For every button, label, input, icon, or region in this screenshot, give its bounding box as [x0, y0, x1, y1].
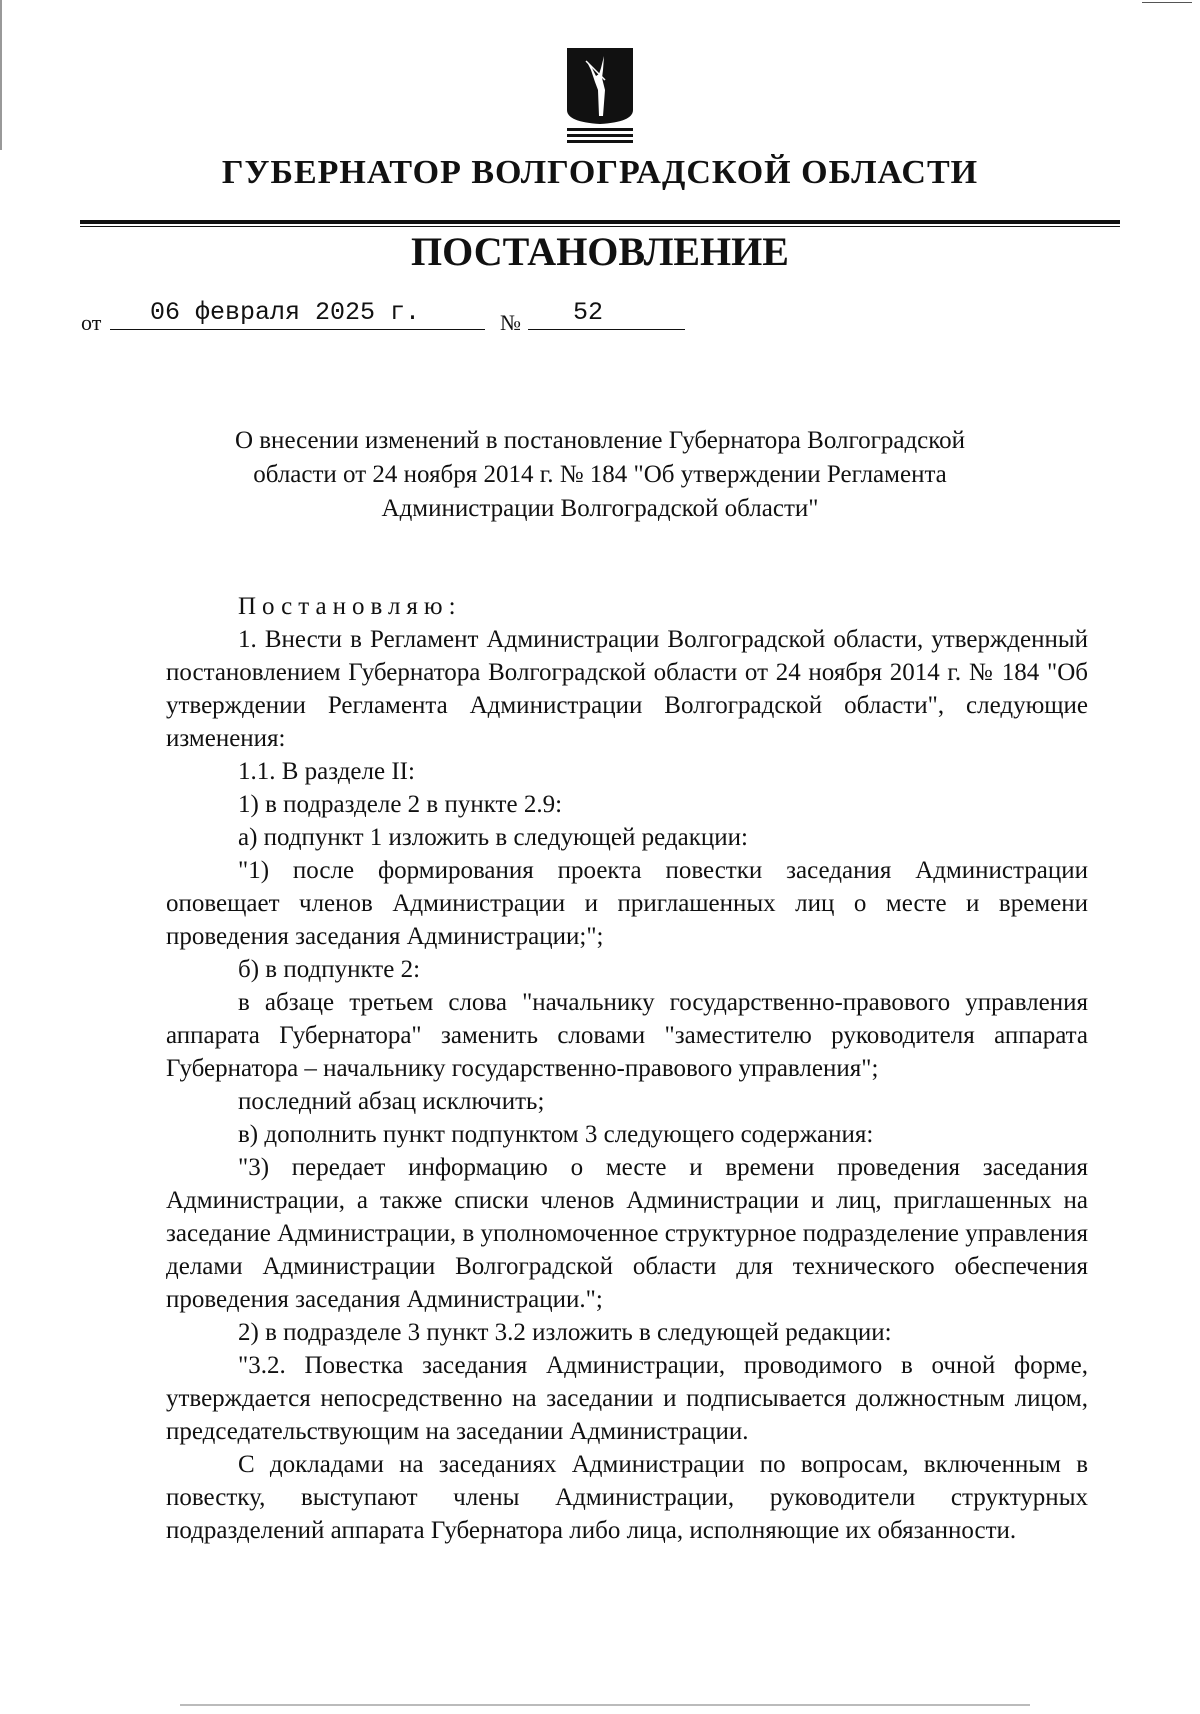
document-subject — [150, 424, 1050, 526]
document-date: 06 февраля 2025 г. — [150, 298, 421, 327]
from-label: от — [81, 310, 102, 335]
document-body — [166, 590, 1088, 1547]
body-paragraph: 1.1. В разделе II: — [238, 758, 415, 785]
document-type: ПОСТАНОВЛЕНИЕ — [411, 229, 789, 274]
issuer-title: ГУБЕРНАТОР ВОЛГОГРАДСКОЙ ОБЛАСТИ — [221, 154, 979, 191]
document-number: 52 — [573, 298, 604, 327]
body-paragraph: последний абзац исключить; — [238, 1088, 545, 1115]
number-underline — [528, 329, 685, 330]
body-paragraph: 1) в подразделе 2 в пункте 2.9: — [238, 791, 563, 818]
body-paragraph: "1) после формирования проекта повестки заседания Администрации оповещает членов Администрации и приглашенных лиц о месте и времени проведения заседания Администрации;"; — [166, 857, 1088, 950]
subject-line: области от 24 ноября 2014 г. № 184 "Об утверждении Регламента — [253, 461, 947, 488]
date-number-row — [0, 296, 1200, 336]
body-paragraph: б) в подпункте 2: — [238, 956, 421, 983]
scan-corner-mark — [1142, 2, 1192, 3]
body-paragraph-decree: Постановляю: — [238, 593, 462, 620]
body-paragraph: в) дополнить пункт подпунктом 3 следующего содержания: — [238, 1121, 874, 1148]
scan-bottom-mark — [180, 1704, 1030, 1706]
body-paragraph: 1. Внести в Регламент Администрации Волгоградской области, утвержденный постановлением Губернатора Волгоградской области от 24 ноября 2014 г. № 184 "Об утверждении Регламента Администрации Волгоградской области", следующие изменения: — [166, 626, 1088, 752]
subject-line: Администрации Волгоградской области" — [381, 495, 819, 522]
header-rule-thin — [80, 226, 1120, 227]
body-paragraph: "3.2. Повестка заседания Администрации, проводимого в очной форме, утверждается непосредственно на заседании и подписывается должностным лицом, председательствующим на заседании Администрации. — [166, 1352, 1088, 1445]
number-label: № — [500, 310, 521, 335]
body-paragraph: а) подпункт 1 изложить в следующей редакции: — [238, 824, 748, 851]
body-paragraph: 2) в подразделе 3 пункт 3.2 изложить в следующей редакции: — [238, 1319, 892, 1346]
body-paragraph: "3) передает информацию о месте и времени проведения заседания Администрации, а также списки членов Администрации и лиц, приглашенных на заседание Администрации, в уполномоченное структурное подразделение управления делами Администрации Волгоградской области для технического обеспечения проведения заседания Администрации."; — [166, 1154, 1088, 1313]
date-underline — [110, 329, 485, 330]
subject-line: О внесении изменений в постановление Губернатора Волгоградской — [234, 427, 966, 454]
body-paragraph: С докладами на заседаниях Администрации по вопросам, включенным в повестку, выступают члены Администрации, руководители структурных подразделений аппарата Губернатора либо лица, исполняющие их обязанности. — [166, 1451, 1088, 1544]
header-rule-thick — [80, 220, 1120, 224]
body-paragraph: в абзаце третьем слова "начальнику государственно-правового управления аппарата Губернатора" заменить словами "заместителю руководителя аппарата Губернатора – начальнику государственно-правового управления"; — [166, 989, 1088, 1082]
volgograd-emblem-icon — [565, 46, 635, 143]
scan-edge-mark — [0, 0, 2, 150]
